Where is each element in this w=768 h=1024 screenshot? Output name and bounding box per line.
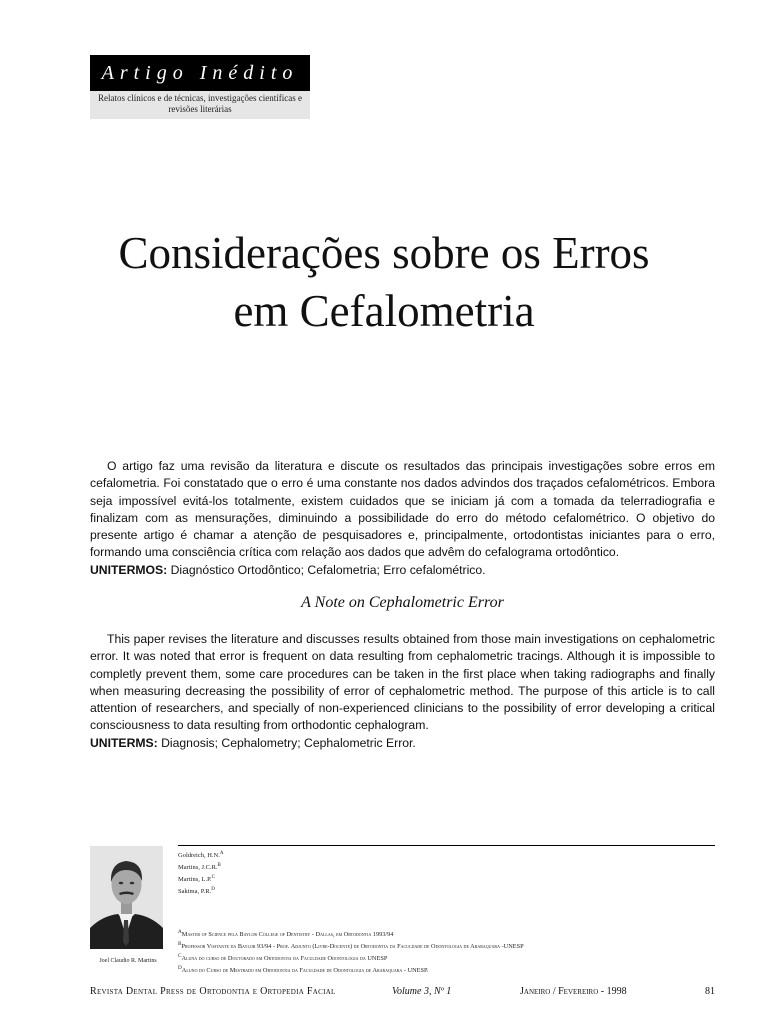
author-item: Martins, J.C.R.$^B$	[178, 863, 221, 872]
page-footer	[90, 986, 715, 1000]
article-title	[60, 224, 708, 340]
keywords-english	[90, 735, 715, 752]
article-type-description: Relatos clínicos e de técnicas, investigações científicas e revisões literárias	[98, 93, 302, 114]
abstract-portuguese	[90, 458, 715, 579]
affiliation-item: $^C$Aluna do curso de Doutorado em Ortodontia da Faculdade Odontologia da UNESP	[178, 952, 388, 962]
author-item: Goldreich, H.N.$^A$	[178, 851, 224, 860]
footer-volume: Volume 3, Nº 1	[392, 986, 452, 997]
affiliation-list	[178, 928, 524, 976]
article-type-label: Artigo Inédito	[90, 55, 310, 91]
keywords-english-label: UNITERMS:	[90, 735, 158, 750]
footer-journal-name: Revista Dental Press de Ortodontia e Ortopedia Facial	[90, 986, 336, 997]
english-title: A Note on Cephalometric Error	[301, 594, 504, 611]
keywords-portuguese-values: Diagnóstico Ortodôntico; Cefalometria; Erro cefalométrico.	[170, 562, 486, 577]
author-item: Sakima, P.R.$^D$	[178, 887, 215, 896]
footer-page-number: 81	[705, 986, 715, 997]
affiliation-item: $^D$Aluno do Curso de Mestrado em Ortodontia da Faculdade de Odontologia de Araraquara - UNESP.	[178, 964, 429, 974]
affiliation-item: $^B$Professor Visitante da Baylor 93/94 - Prof. Adjunto (Livre-Docente) de Ortodontia da Faculdade de Odontologia de Araraquara -UNESP	[178, 940, 524, 950]
author-section-divider	[178, 845, 715, 846]
abstract-portuguese-text: O artigo faz uma revisão da literatura e discute os resultados das principais investigações sobre erros em cefalometria. Foi constatado que o erro é uma constante nos dados advindos dos traçados cefalométricos. Embora seja impossível evitá-los totalmente, existem cuidados que se iniciam já com a tomada da telerradiografia e finalizam com as mensurações, diminuindo a possibilidade do erro do método cefalométrico. O objetivo do presente artigo é chamar a atenção de pesquisadores e, principalmente, ortodontistas iniciantes para o erro, formando uma consciência crítica com relação aos dados que advêm do cefalograma ortodôntico.	[90, 459, 715, 560]
author-photo-caption: Joel Claudio R. Martins	[99, 958, 157, 964]
author-item: Martins, L.P.$^C$	[178, 875, 215, 884]
article-title-line-1: Considerações sobre os Erros	[118, 228, 650, 278]
affiliation-item: $^A$Master of Science pela Baylor College of Dentistry - Dallas, em Ortodontia 1993/94	[178, 929, 394, 939]
author-list	[178, 849, 224, 898]
footer-date: Janeiro / Fevereiro - 1998	[520, 986, 627, 997]
abstract-english	[90, 631, 715, 752]
abstract-english-text: This paper revises the literature and discusses results obtained from those main investigations on cephalometric error. It was noted that error is frequent on data resulting from cephalometric tracings. Although it is impossible to completly prevent them, some care procedures can be taken in the first place when taking radiographs and finally when measuring decreasing the possibility of error of cephalometric method. The purpose of this article is to call attention of researchers, and specially of non-experienced clinicians to the possibility of error developing a critical consciousness to data resulting from orthodontic cephalogram.	[90, 632, 715, 733]
keywords-english-values: Diagnosis; Cephalometry; Cephalometric Error.	[161, 735, 416, 750]
keywords-portuguese	[90, 562, 715, 579]
keywords-portuguese-label: UNITERMOS:	[90, 562, 168, 577]
article-title-line-2: em Cefalometria	[233, 286, 535, 336]
author-portrait-icon	[90, 846, 163, 949]
author-photo	[90, 846, 163, 949]
article-type-banner	[90, 55, 310, 119]
